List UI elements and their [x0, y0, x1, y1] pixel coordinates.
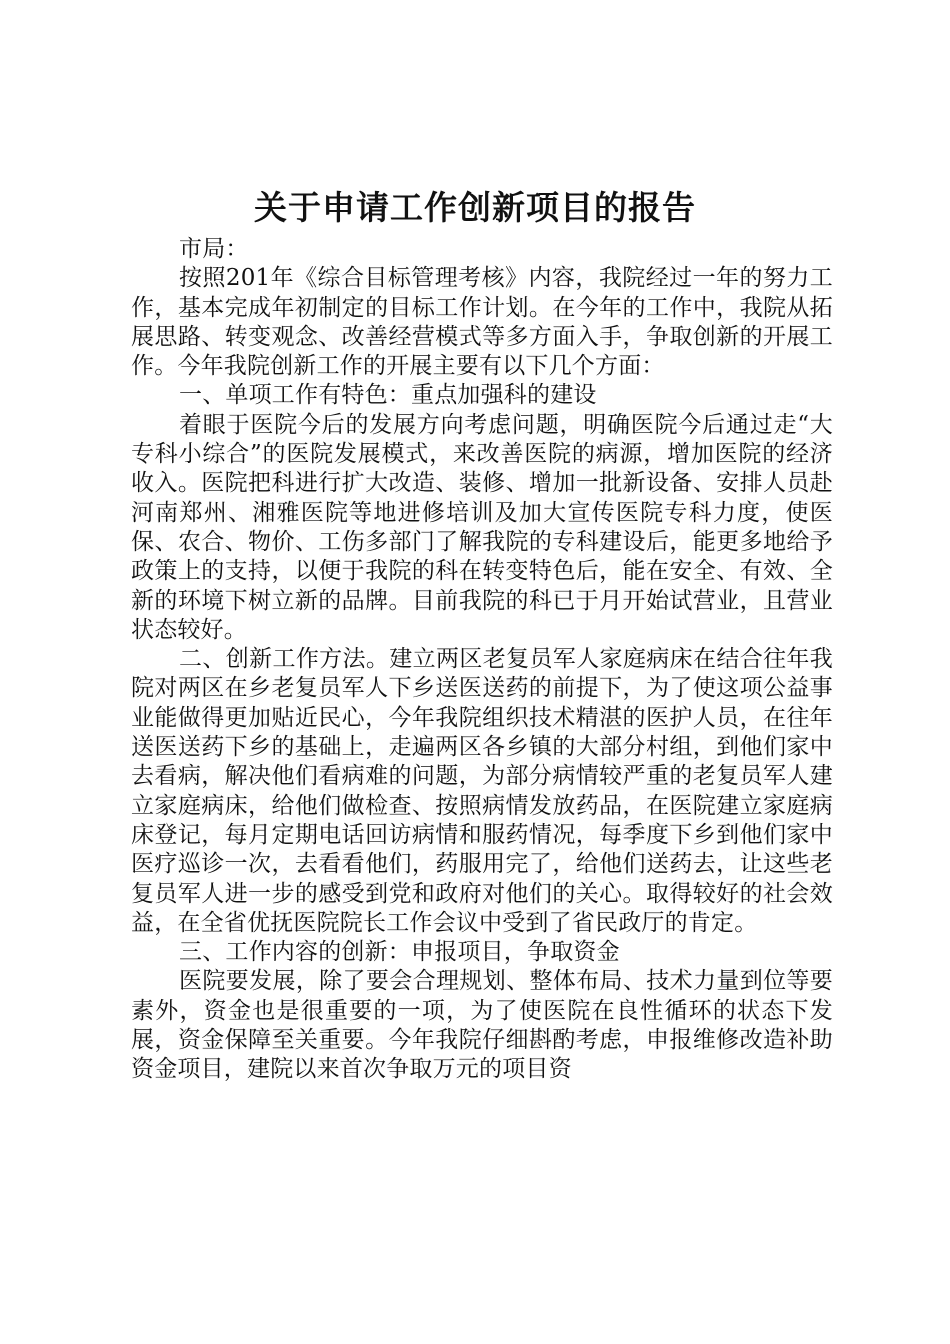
salutation: 市局：: [179, 236, 249, 262]
paragraph-intro: 按照201年《综合目标管理考核》内容，我院经过一年的努力工作，基本完成年初制定的目标工作计划。在今年的工作中，我院从拓展思路、转变观念、改善经营模式等多方面入手，争取创新的开展工作。今年我院创新工作的开展主要有以下几个方面：: [131, 265, 833, 380]
paragraph-section-1: 着眼于医院今后的发展方向考虑问题，明确医院今后通过走“大专科小综合”的医院发展模式，来改善医院的病源，增加医院的经济收入。医院把科进行扩大改造、装修、增加一批新设备、安排人员赴河南郑州、湘雅医院等地进修培训及加大宣传医院专科力度，使医保、农合、物价、工伤多部门了解我院的专科建设后，能更多地给予政策上的支持，以便于我院的科在转变特色后，能在安全、有效、全新的环境下树立新的品牌。目前我院的科已于月开始试营业，且营业状态较好。: [131, 411, 833, 643]
paragraph-section-3: 医院要发展，除了要会合理规划、整体布局、技术力量到位等要素外，资金也是很重要的一项，为了使医院在良性循环的状态下发展，资金保障至关重要。今年我院仔细斟酌考虑，申报维修改造补助资金项目，建院以来首次争取万元的项目资: [131, 968, 833, 1083]
document-body: [131, 235, 833, 1085]
section-heading-3: 三、工作内容的创新：申报项目，争取资金: [179, 939, 620, 966]
document-title: 关于申请工作创新项目的报告: [254, 188, 696, 227]
section-heading-1: 一、单项工作有特色：重点加强科的建设: [179, 382, 597, 409]
paragraph-section-2: 二、创新工作方法。建立两区老复员军人家庭病床在结合往年我院对两区在乡老复员军人下乡送医送药的前提下，为了使这项公益事业能做得更加贴近民心，今年我院组织技术精湛的医护人员，在往年送医送药下乡的基础上，走遍两区各乡镇的大部分村组，到他们家中去看病，解决他们看病难的问题，为部分病情较严重的老复员军人建立家庭病床，给他们做检查、按照病情发放药品，在医院建立家庭病床登记，每月定期电话回访病情和服药情况，每季度下乡到他们家中医疗巡诊一次，去看看他们，药服用完了，给他们送药去，让这些老复员军人进一步的感受到党和政府对他们的关心。取得较好的社会效益，在全省优抚医院院长工作会议中受到了省民政厅的肯定。: [131, 646, 833, 936]
